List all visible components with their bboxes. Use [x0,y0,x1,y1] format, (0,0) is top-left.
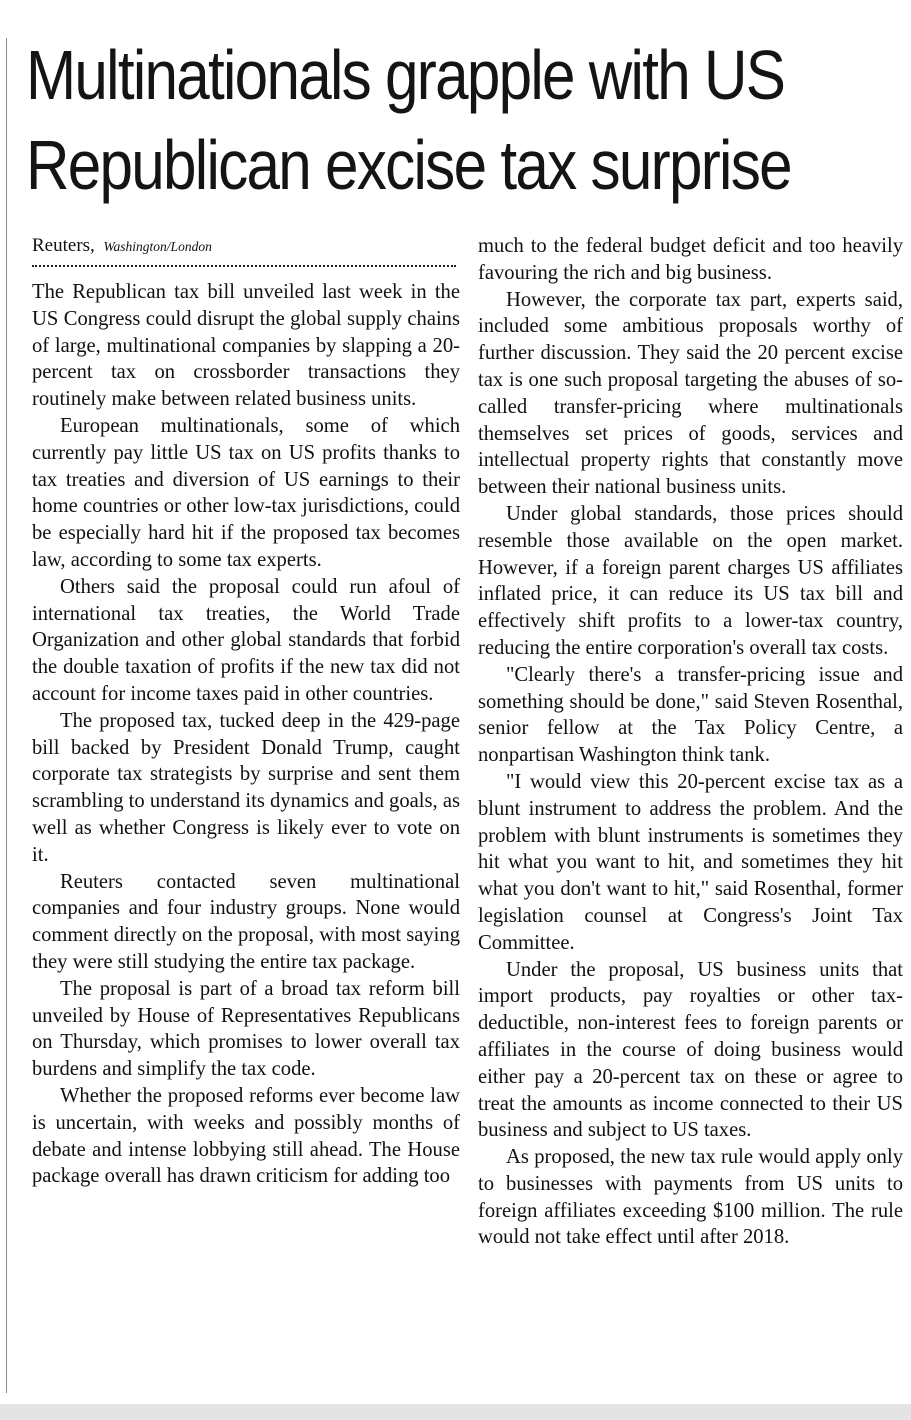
paragraph: European multinationals, some of which currently pay little US tax on US profits thanks to tax treaties and diversion of US earnings to their home countries or other low-tax jurisdictions, could be especially hard hit if the proposed tax becomes law, according to some tax experts. [32,414,460,571]
paragraph: The proposal is part of a broad tax reform bill unveiled by House of Representatives Republicans on Thursday, which promises to lower overall tax burdens and simplify the tax code. [32,977,460,1081]
article-column-left [32,233,460,1190]
paragraph: "I would view this 20-percent excise tax as a blunt instrument to address the problem. And the problem with blunt instruments is sometimes they hit what you want to hit, and sometimes they hit what you don't want to hit," said Rosenthal, former legislation counsel at Congress's Joint Tax Committee. [478,770,903,954]
paragraph: The Republican tax bill unveiled last week in the US Congress could disrupt the global supply chains of large, multinational companies by slapping a 20-percent tax on crossborder transactions they routinely make between related business units. [32,281,460,411]
page-bottom-band [0,1404,911,1420]
paragraph: much to the federal budget deficit and too heavily favouring the rich and big business. [478,235,903,284]
dotted-divider [32,265,456,267]
column-rule-left [6,38,7,1393]
paragraph: Under global standards, those prices should resemble those available on the open market. However, if a foreign parent charges US affiliates inflated price, it can reduce its US tax bill and effectively shift profits to a lower-tax country, reducing the entire corporation's overall tax costs. [478,502,903,659]
paragraph: "Clearly there's a transfer-pricing issue and something should be done," said Steven Rosenthal, senior fellow at the Tax Policy Centre, a nonpartisan Washington think tank. [478,663,903,767]
byline-dateline: Washington/London [103,239,212,254]
headline-line-1: Multinationals grapple with US [26,36,785,114]
byline [32,233,460,261]
paragraph: Reuters contacted seven multinational companies and four industry groups. None would comment directly on the proposal, with most saying they were still studying the entire tax package. [32,870,460,973]
article-column-right [478,233,903,1251]
paragraph: Under the proposal, US business units that import products, pay royalties or other tax-deductible, non-interest fees to foreign parents or affiliates in the course of doing business would either pay a 20-percent tax on these or agree to treat the amounts as income connected to their US business and subject to US taxes. [478,958,903,1142]
headline-line-2: Republican excise tax surprise [26,126,791,204]
paragraph: Whether the proposed reforms ever become law is uncertain, with weeks and possibly months of debate and intense lobbying still ahead. The House package overall has drawn criticism for adding too [32,1084,460,1188]
paragraph: As proposed, the new tax rule would apply only to businesses with payments from US units to foreign affiliates exceeding $100 million. The rule would not take effect until after 2018. [478,1146,903,1249]
paragraph: However, the corporate tax part, experts said, included some ambitious proposals worthy of further discussion. They said the 20 percent excise tax is one such proposal targeting the abuses of so-called transfer-pricing where multinationals themselves set prices of goods, services and intellectual property rights that constantly move between their national business units. [478,288,903,499]
paragraph: The proposed tax, tucked deep in the 429-page bill backed by President Donald Trump, caught corporate tax strategists by surprise and sent them scrambling to understand its dynamics and goals, as well as whether Congress is likely ever to vote on it. [32,709,460,866]
paragraph: Others said the proposal could run afoul of international tax treaties, the World Trade Organization and other global standards that forbid the double taxation of profits if the new tax did not account for income taxes paid in other countries. [32,575,460,705]
headline [26,30,791,210]
byline-source: Reuters, [32,235,95,256]
